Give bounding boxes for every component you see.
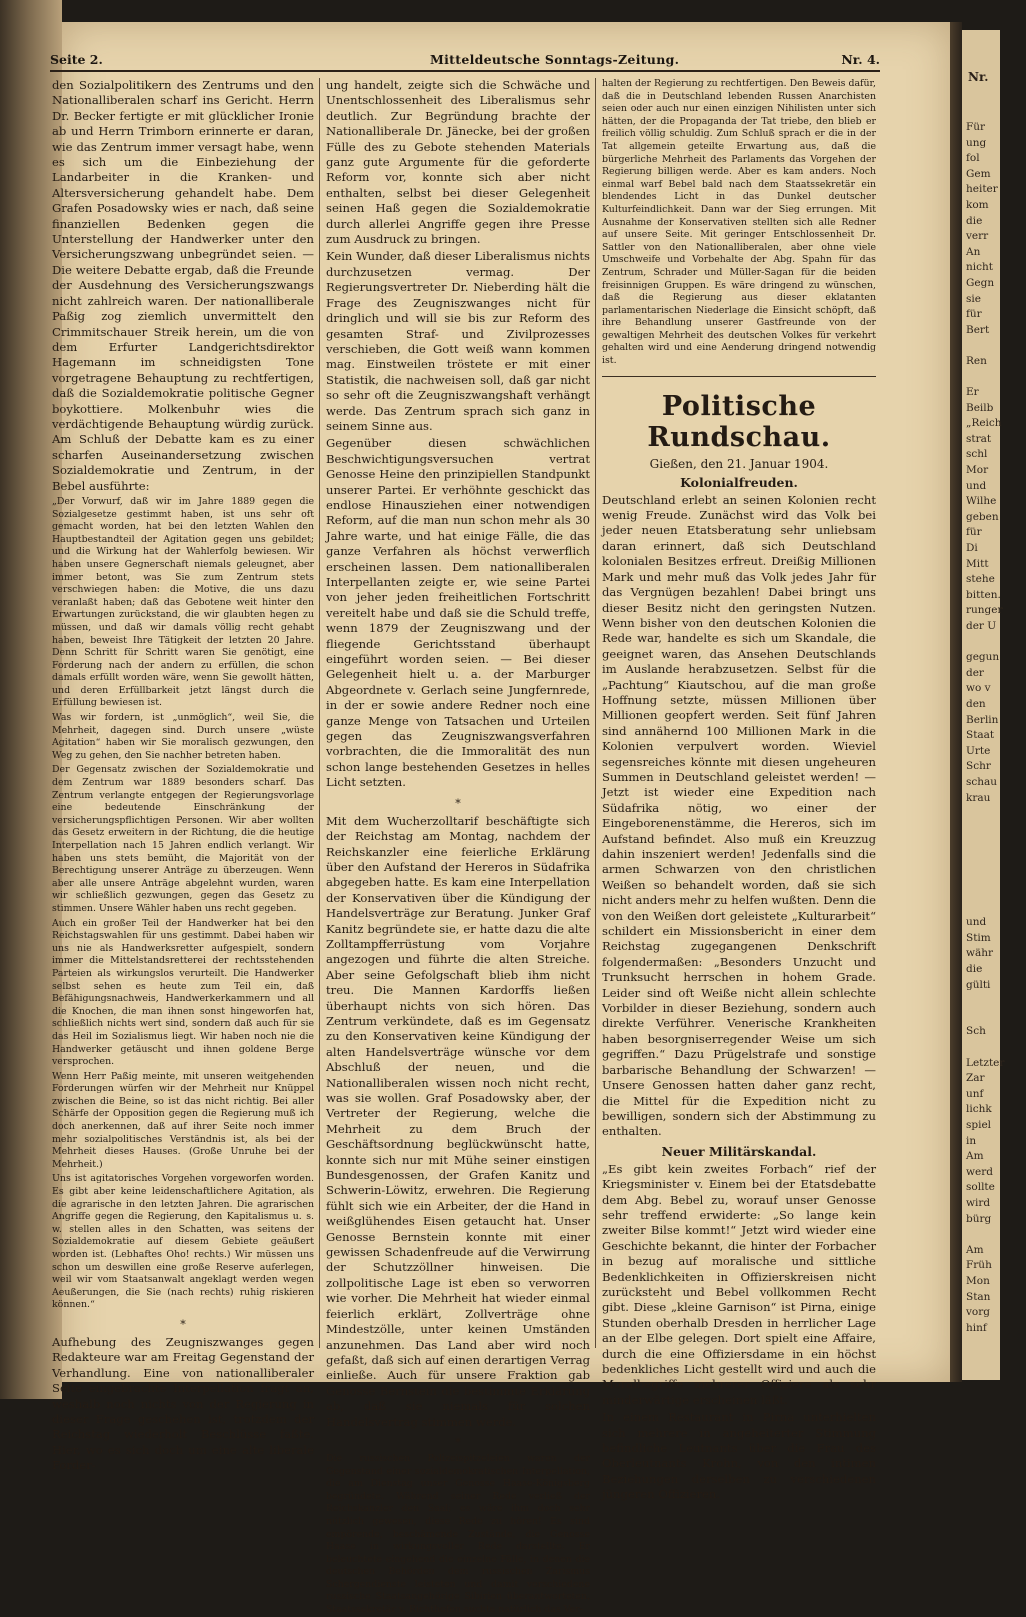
section-separator: * (455, 796, 461, 810)
page-number: Seite 2. (50, 52, 103, 67)
paragraph: Deutschland erlebt an seinen Kolonien recht wenig Freude. Zunächst wird das Volk bei jeder neuen Etatsberatung sehr unliebsam daran erinnert, daß sich Deutschland kolonialen Besitzes erfreut. Dreißig Millionen Mark und mehr muß das Volk jedes Jahr für das Vergnügen bezahlen! Dabei bringt uns dieser Besitz nicht den geringsten Nutzen. Wenn bisher von den deutschen Kolonien die Rede war, handelte es sich um Skandale, die geeignet waren, das Ansehen Deutschlands im Auslande herabzusetzen. Selbst für die „Pachtung“ Kiautschou, auf die man große Hoffnung setzte, müssen Millionen über Millionen geopfert werden. Seit fünf Jahren sind annähernd 100 Millionen Mark in die Kolonien verpulvert worden. Wieviel segensreiches könnte mit diesen ungeheuren Summen in Deutschland geleistet werden! — Jetzt ist wieder eine Expedition nach Südafrika nötig, wo einer der Eingeborenenstämme, die Hereros, sich im Aufstand befindet. Also muß ein Kreuzzug dahin inszeniert werden! Jedenfalls sind die armen Schwarzen von den christlichen Weißen so behandelt worden, daß sie sich nicht anders mehr zu helfen wußten. Denn die von den Weißen dort geleistete „Kulturarbeit“ schildert ein Missionsbericht in einer dem Reichstag zugegangenen Denkschrift folgendermaßen: „Besonders Unzucht und Trunksucht herrschen in hohem Grade. Leider sind oft Weiße nicht allein schlechte Vorbilder in dieser Beziehung, sondern auch direkte Verführer. Venerische Krankheiten haben besorgniserregender Weise um sich gegriffen.“ Dazu Prügelstrafe und sonstige barbarische Behandlung der Schwarzen! — Unsere Genossen hatten daher ganz recht, die Mittel für die Expedition nicht zu bewilligen, sondern sich der Abstimmung zu enthalten. (602, 492, 876, 1139)
column-1 (52, 78, 314, 1473)
article-heading: Neuer Militärskandal. (661, 1143, 817, 1159)
paragraph: Kein Wunder, daß dieser Liberalismus nichts durchzusetzen vermag. Der Regierungsvertreter Dr. Nieberding hält die Frage des Zeugniszwanges nicht für dringlich und will sie bis zur Reform des gesamten Straf- und Zivilprozesses verschieben, die Gott weiß wann kommen mag. Einstweilen tröstete er mit einer Statistik, die nachweisen soll, daß gar nicht so sehr oft die Zeugniszwangshaft verhängt werde. Das Zentrum sprach sich ganz in seinem Sinne aus. (326, 249, 590, 433)
adjacent-page-label: Nr. (968, 70, 989, 84)
paragraph-small: Die russischen Polizeispitzeleien waren der Gegenstand einer sozialdemokratischen Interpellation, die am Dienstag unser Genosse Haase-Königsberg begründete. Während seiner Rede verließ der Reichskanzler den Saal; es wäre ihm doch sehr nützlich gewesen, diese Rede zu hören! Es sind empörende, beschämende Zustände, die Genosse Haase in wirkungsvoller Rede darstellte. Er beleuchtete eingehend die einzelne Fälle, in denen die deutschen Behörden dem russischen Zarismus Schergendienste leisteten und damit verschiedene russische Staatsangehörige Sibirien überantworteten. Staatssekretär v. Richthofen suchte natürlich das Ver- (326, 1452, 590, 1616)
issue-number: Nr. 4. (841, 52, 880, 67)
paragraph: In einem Restaurant in Pirna unterhielten sich mehrere in angeheiterter Stimmung befindliche Leutnants über die Frau des Oberleutnants Krohn, von den intimen Beziehungen derselben zu verschiedenen jüngeren Offizieren. (602, 1410, 876, 1502)
column-3 (602, 78, 876, 1502)
column-rule (595, 78, 596, 1348)
column-2 (326, 78, 590, 1616)
paragraph: Gegenüber diesen schwächlichen Beschwichtigungsversuchen vertrat Genosse Heine den prinzipiellen Standpunkt unserer Partei. Er verhöhnte geschickt das endlose Hinausziehen einer notwendigen Reform, auf die man nun schon mehr als 30 Jahre warte, und hat einige Fälle, die das ganze Verfahren als höchst verwerflich erscheinen lassen. Dem nationalliberalen Interpellanten zeigte er, wie seine Partei von jeher jeden freiheitlichen Fortschritt vereitelt habe und daß sie die Schuld treffe, wenn 1879 der Zeugniszwang und der fliegende Gerichtsstand überhaupt eingeführt worden seien. — Bei dieser Gelegenheit hielt u. a. der Marburger Abgeordnete v. Gerlach seine Jungfernrede, in der er sowie andere Redner noch eine ganze Menge von Tatsachen und Urteilen gegen das Zeugniszwangsverfahren vorbrachten, die die Immoralität des nun schon lange bestehenden Gesetzes in helles Licht setzten. (326, 436, 590, 790)
paragraph: Mit dem Wucherzolltarif beschäftigte sich der Reichstag am Montag, nachdem der Reichskanzler eine feierliche Erklärung über den Aufstand der Hereros in Südafrika abgegeben hatte. Es kam eine Interpellation der Konservativen über die Kündigung der Handelsverträge zur Beratung. Junker Graf Kanitz begründete sie, er hatte dazu die alte Zolltampfferrüstung vom Vorjahre angezogen und führte die alten Streiche. Aber seine Gefolgschaft blieb ihm nicht treu. Die Mannen Kardorffs ließen überhaupt nichts von sich hören. Das Zentrum verkündete, daß es im Gegensatz zu den Konservativen keine Kündigung der alten Handelsverträge wünsche vor dem Abschluß der neuen, und die Nationalliberalen wissen noch nicht recht, was sie wollen. Graf Posadowsky aber, der Vertreter der Regierung, welche die Mehrheit zu dem Bruch der Geschäftsordnung beglückwünscht hatte, konnte sich nur mit Mühe seiner einstigen Bundesgenossen, der Grafen Kanitz und Schwerin-Löwitz, erwehren. Die Regierung fühlt sich wie ein Arbeiter, der die Hand in weißglühendes Eisen getaucht hat. Unser Genosse Bernstein konnte mit einer gewissen Schadenfreude auf die Verwirrung der Schutzzöllner hinweisen. Die zollpolitische Lage ist eben so verworren wie vorher. Die Mehrheit hat wieder einmal feierlich erklärt, Zollverträge ohne Mindestzölle, unter keinen Umständen anzunehmen. Das Land aber wird noch gefaßt, daß sich auf einen derartigen Verrag einließe. Auch für unsere Fraktion gab Genosse Bernstein die bestimmte Erklärung ab, daß sie niemals für solchen Handelsvertrag stimmen werde. (326, 813, 590, 1429)
page-gutter (950, 22, 962, 1382)
adjacent-page-text: Für ung fol Gem heiter kom die verr An nicht Gegn sie für Bert Ren Er Beilb „Reich strat schl Mor und Wilhe geben für Di Mitt stehe bitten. runger der U gegun der wo v den Berlin Staat Urte Schr schau krau und Stim währ die gülti Sch Letzter Zar unf lichk spiel in Am werd sollte wird bürg Am Früh Mon Stan vorg hinf (966, 121, 1005, 1334)
quote-paragraph: „Der Vorwurf, daß wir im Jahre 1889 gegen die Sozialgesetze gestimmt haben, ist uns sehr oft gemacht worden, hat bei den letzten Wahlen den Hauptbestandteil der Agitation gegen uns gebildet; und die Wirkung hat der Wahlerfolg bewiesen. Wir haben unsere Gegnerschaft niemals geleugnet, aber immer betont, was Sie zum Zentrum stets verschwiegen haben: die Motive, die uns dazu veranlaßt haben; daß das Gebotene weit hinter den Erwartungen zurückstand, die wir glaubten hegen zu müssen, und daß wir damals völlig recht gehabt haben, beweist Ihre Tätigkeit der letzten 20 Jahre. Denn Schritt für Schritt waren Sie genötigt, eine Forderung nach der andern zu erfüllen, die schon damals erfüllt worden wäre, wenn Sie gewollt hätten, und deren Erfüllbarkeit jetzt längst durch die Erfüllung bewiesen ist. (52, 495, 314, 709)
section-separator: * (180, 1317, 186, 1331)
section-separator: * (455, 1435, 461, 1449)
newspaper-title: Mitteldeutsche Sonntags-Zeitung. (430, 52, 680, 67)
section-rule (602, 376, 876, 377)
quote-paragraph: Wenn Herr Paßig meinte, mit unseren weitgehenden Forderungen würfen wir der Mehrheit nur Knüppel zwischen die Beine, so ist das nicht richtig. Bei aller Schärfe der Opposition gegen die Regierung muß ich doch anerkennen, daß auf ihrer Seite noch immer mehr sozialpolitisches Verständnis ist, als bei der Mehrheit dieses Hauses. (Große Unruhe bei der Mehrheit.) (52, 1070, 314, 1170)
paragraph: ung handelt, zeigte sich die Schwäche und Unentschlossenheit des Liberalismus sehr deutlich. Zur Begründung brachte der Nationalliberale Dr. Jänecke, bei der großen Fülle des zu Gebote stehenden Materials ganz gute Argumente für die geforderte Reform vor, konnte sich aber nicht enthalten, selbst bei dieser Gelegenheit seinen Haß gegen die Sozialdemokratie durch allerlei Angriffe gegen ihre Presse zum Ausdruck zu bringen. (326, 78, 590, 247)
adjacent-page (962, 30, 1005, 1380)
paragraph: Aufhebung des Zeugniszwanges gegen Redakteure war am Freitag Gegenstand der Verhandlung. Eine von nationalliberaler Seite eingebrachte Interpellation fragt an, weshalb noch nichts von der Regierung in dieser Frage geschehen ist, trotzdem der Reichstag wiederholt Beschlüsse faßte. Hier, wo es sich doch um eine alte liberale Forder- (52, 1334, 314, 1473)
page-header (50, 48, 880, 72)
article-heading: Kolonialfreuden. (680, 474, 798, 490)
paragraph: den Sozialpolitikern des Zentrums und den Nationalliberalen scharf ins Gericht. Herrn Dr. Becker fertigte er mit glücklicher Ironie ab und Herrn Trimborn erinnerte er daran, wie das Zentrum immer versagt habe, wenn es sich um die Einbeziehung der Landarbeiter in die Kranken- und Altersversicherung gehandelt habe. Dem Grafen Posadowsky wies er nach, daß seine finanziellen Bedenken gegen die Unterstellung der Handwerker unter den Versicherungszwang unbegründet seien. — Die weitere Debatte ergab, daß die Freunde der Ausdehnung des Versicherungszwangs nicht zahlreich waren. Der nationalliberale Paßig zog ziemlich unvermittelt den Crimmitschauer Streik herein, um die von dem Erfurter Landgerichtsdirektor Hagemann im schneidigsten Tone vorgetragene Behauptung zu rechtfertigen, daß die Sozialdemokratie politische Gegner boykottiere. Molkenbuhr wies die verdächtigende Behauptung würdig zurück. Am Schluß der Debatte kam es zu einer scharfen Auseinandersetzung zwischen Sozialdemokratie und Zentrum, in der Bebel ausführte: (52, 78, 314, 493)
column-rule (319, 78, 320, 1348)
quote-paragraph: Uns ist agitatorisches Vorgehen vorgeworfen worden. Es gibt aber keine leidenschaftlichere Agitation, als die agrarische in den letzten Jahren. Die agrarischen Angriffe gegen die Regierung, den Kapitalismus u. s. w. stellen alles in den Schatten, was seitens der Sozialdemokratie auf diesem Gebiete geäußert worden ist. (Lebhaftes Oho! rechts.) Wir müssen uns schon um deswillen eine große Reserve auferlegen, weil wir vom Staatsanwalt angeklagt werden wegen Aeußerungen, die Sie (nach rechts) ruhig riskieren können.“ (52, 1173, 314, 1311)
dateline: Gießen, den 21. Januar 1904. (649, 456, 829, 471)
quote-paragraph: Was wir fordern, ist „unmöglich“, weil Sie, die Mehrheit, dagegen sind. Durch unsere „wüste Agitation“ haben wir Sie moralisch gezwungen, den Weg zu gehen, den Sie nachher betreten haben. (52, 712, 314, 761)
quote-paragraph: Der Gegensatz zwischen der Sozialdemokratie und dem Zentrum war 1889 besonders scharf. Das Zentrum verlangte entgegen der Regierungsvorlage eine bedeutende Einschränkung der versicherungspflichtigen Personen. Wir aber wollten das Gesetz erweitern in der Richtung, die die heutige Interpellation nach 15 Jahren endlich verlangt. Wir haben uns stets bemüht, die Majorität von der Berechtigung unserer Anträge zu überzeugen. Wenn aber alle unsere Anträge abgelehnt wurden, waren wir schließlich gezwungen, gegen das Gesetz zu stimmen. Unsere Wähler haben uns recht gegeben. (52, 764, 314, 914)
paragraph: „Es gibt kein zweites Forbach“ rief der Kriegsminister v. Einem bei der Etatsdebatte dem Abg. Bebel zu, worauf unser Genosse sehr treffend erwiderte: „So lange kein zweiter Bilse kommt!“ Jetzt wird wieder eine Geschichte bekannt, die hinter der Forbacher in bezug auf moralische und sittliche Bedenklichkeiten in Offizierskreisen nicht zurücksteht und Bebel vollkommen Recht gibt. Diese „kleine Garnison“ ist Pirna, einige Stunden oberhalb Dresden in herrlicher Lage an der Elbe gelegen. Dort spielt eine Affaire, durch die eine Offiziersdame in ein höchst bedenkliches Licht gestellt wird und auch die Moralbegriffe mehrerer Offiziere als sehr minderwärtige erscheinen läßt. (602, 1161, 876, 1407)
paragraph-small: halten der Regierung zu rechtfertigen. Den Beweis dafür, daß die in Deutschland lebenden Russen Anarchisten seien oder auch nur einen einzigen Nihilisten unter sich hätten, der die Propaganda der Tat triebe, den blieb er freilich völlig schuldig. Zum Schluß sprach er die in der Tat allgemein geteilte Erwartung aus, daß die bürgerliche Mehrheit des Parlaments das Vorgehen der Regierung billigen werde. Aber es kam anders. Noch einmal warf Bebel bald nach dem Staatssekretär ein blendendes Licht in das Dunkel deutscher Kulturfeindlichkeit. Dann war der Sieg errungen. Mit Ausnahme der Konservativen stellten sich alle Redner auf unsere Seite. Mit geringer Entschlossenheit Dr. Sattler von den Nationalliberalen, aber ohne viele Umschweife und Vorbehalte der Abg. Spahn für das Zentrum, Schrader und Müller-Sagan für die beiden freisinnigen Gruppen. Es wäre dringend zu wünschen, daß die Regierung aus dieser eklatanten parlamentarischen Niederlage die Einsicht schöpft, daß ihre Behandlung unserer Gastfreunde von der gewaltigen Mehrheit des deutschen Volkes für verkehrt gehalten wird und eine Aenderung dringend notwendig ist. (602, 78, 876, 367)
section-heading: Politische Rundschau. (647, 390, 831, 453)
header-rule (50, 70, 880, 72)
quote-paragraph: Auch ein großer Teil der Handwerker hat bei den Reichstagswahlen für uns gestimmt. Dabei haben wir uns nie als Handwerksretter aufgespielt, sondern immer die Mittelstandsretterei der rechtsstehenden Parteien als wirkungslos verurteilt. Die Handwerker selbst sehen es heute zum Teil ein, daß Befähigungsnachweis, Handwerkerkammern und all die Knochen, die man ihnen sonst hingeworfen hat, schließlich nichts wert sind, sondern daß auch für sie das Heil im Sozialismus liegt. Wir haben noch nie die Handwerker getäuscht und ihnen goldene Berge versprochen. (52, 917, 314, 1068)
